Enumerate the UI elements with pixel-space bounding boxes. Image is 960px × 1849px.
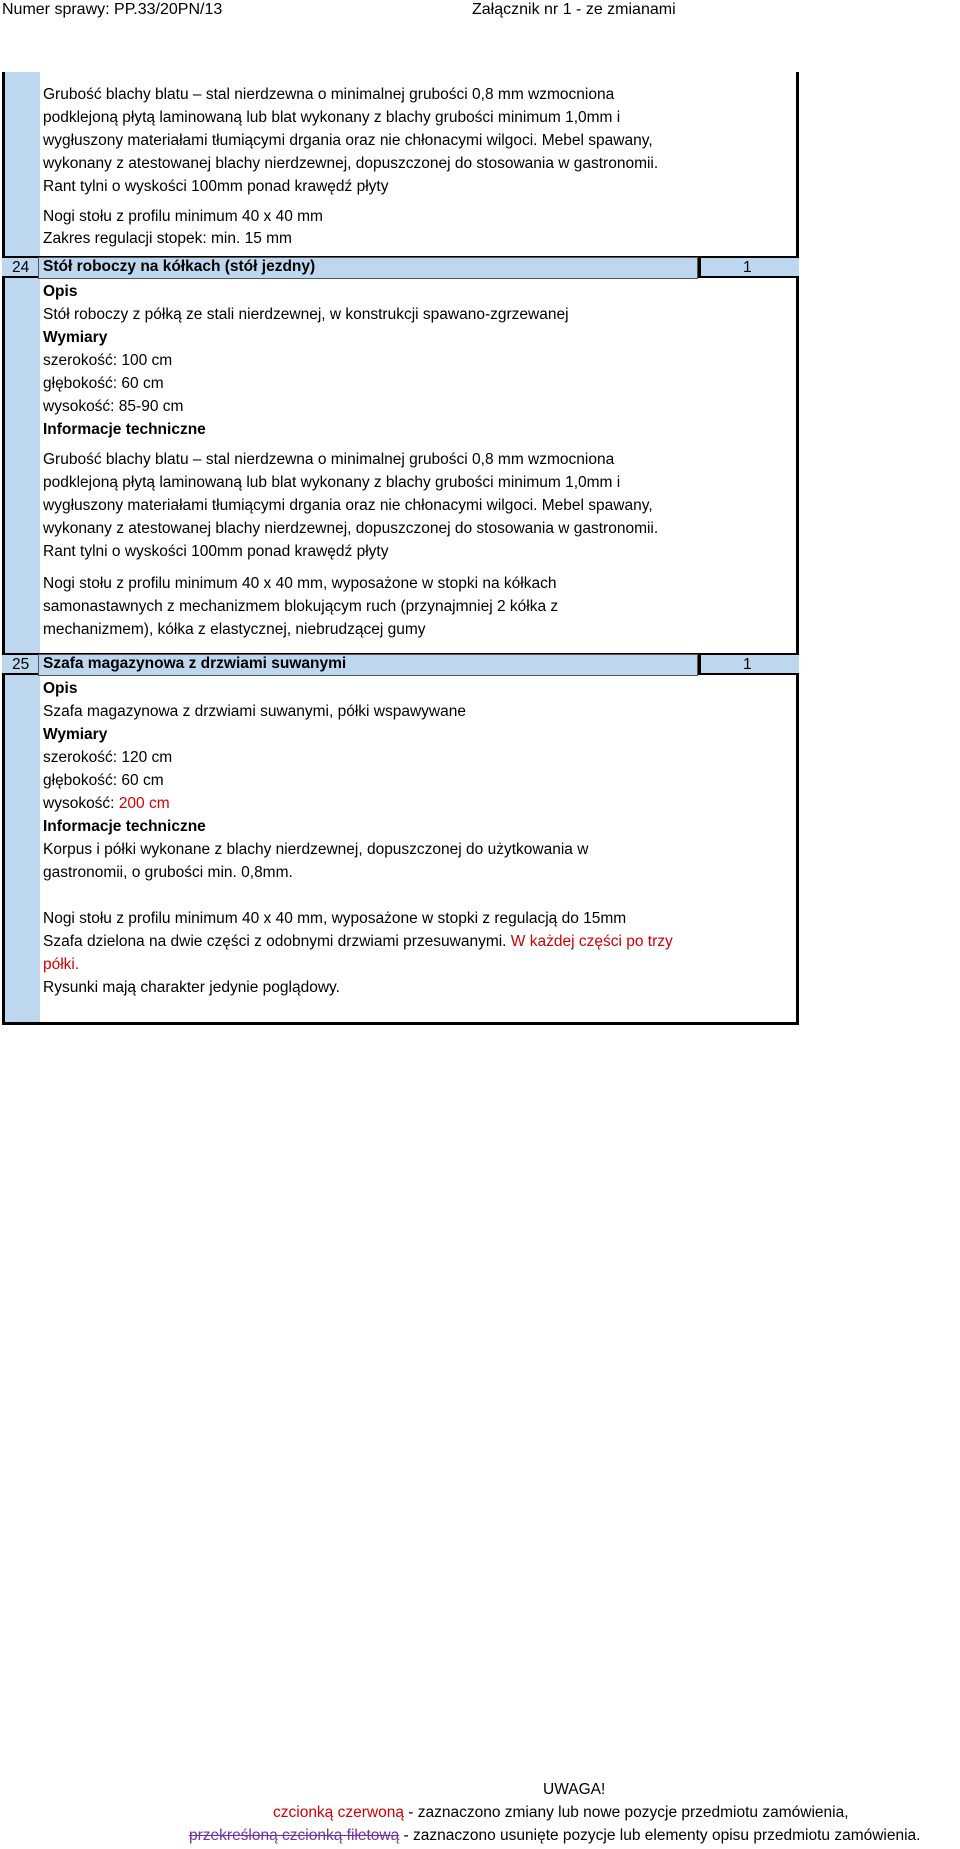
item-row-25 [2,653,799,675]
section-label-wymiary: Wymiary [43,726,108,743]
info-line: Grubość blachy blatu – stal nierdzewna o minimalnej grubości 0,8 mm wzmocniona [43,451,615,468]
section-label-info: Informacje techniczne [43,818,206,835]
item-title: Szafa magazynowa z drzwiami suwanymi [38,654,698,676]
item-row-24 [2,256,799,278]
height-changed-value: 200 cm [118,795,170,812]
legs-line: mechanizmem), kółka z elastycznej, niebrudzącej gumy [43,621,426,638]
info-line: wykonany z atestowanej blachy nierdzewnej, dopuszczonej do stosowania w gastronomii. [43,520,659,537]
legs-line: samonastawnych z mechanizmem blokującym ruch (przynajmniej 2 kółka z [43,598,559,615]
section-label-opis: Opis [43,680,78,697]
drawings-note: Rysunki mają charakter jedynie poglądowy. [43,979,340,996]
item-description: Szafa magazynowa z drzwiami suwanymi, półki wspawywane [43,703,466,720]
continued-line: Nogi stołu z profilu minimum 40 x 40 mm [43,208,323,225]
continued-line: wykonany z atestowanej blachy nierdzewnej, dopuszczonej do stosowania w gastronomii. [43,155,659,172]
strike-font-description: - zaznaczono usunięte pozycje lub elementy opisu przedmiotu zamówienia. [399,1827,921,1844]
footer-legend-strike [189,1824,920,1847]
info-line: wygłuszony materiałami tłumiącymi drgania oraz nie chłonacymi wilgoci. Mebel spawany, [43,497,653,514]
section-label-wymiary: Wymiary [43,329,108,346]
table-right-border [796,72,799,1025]
footer-warning: UWAGA! [543,1781,606,1798]
section-label-info: Informacje techniczne [43,421,206,438]
item-description: Stół roboczy z półką ze stali nierdzewnej, w konstrukcji spawano-zgrzewanej [43,306,569,323]
case-number: Numer sprawy: PP.33/20PN/13 [2,1,223,18]
strike-font-label: przekreśloną czcionką fiłetową [189,1827,400,1844]
footer-legend-red [273,1801,849,1824]
number-column-fill [5,72,40,1022]
dimension-depth: głębokość: 60 cm [43,772,164,789]
split-changed-text: W każdej części po trzy [510,933,673,950]
dimension-height: wysokość: 85-90 cm [43,398,184,415]
legs-line: Nogi stołu z profilu minimum 40 x 40 mm, wyposażone w stopki na kółkach [43,575,557,592]
info-line: Korpus i półki wykonane z blachy nierdzewnej, dopuszczonej do użytkowania w [43,841,589,858]
info-line: podklejoną płytą laminowaną lub blat wykonany z blachy grubości minimum 1,0mm i [43,474,621,491]
height-label: wysokość: [43,795,119,812]
continued-line: Zakres regulacji stopek: min. 15 mm [43,230,292,247]
item-quantity: 1 [743,259,752,276]
red-font-description: - zaznaczono zmiany lub nowe pozycje przedmiotu zamówienia, [403,1804,849,1821]
info-line: gastronomii, o grubości min. 0,8mm. [43,864,293,881]
item-quantity: 1 [743,656,752,673]
split-line [43,930,673,953]
continued-line: Grubość blachy blatu – stal nierdzewna o minimalnej grubości 0,8 mm wzmocniona [43,86,615,103]
continued-line: podklejoną płytą laminowaną lub blat wykonany z blachy grubości minimum 1,0mm i [43,109,621,126]
dimension-height [43,792,170,815]
split-text: Szafa dzielona na dwie części z odobnymi drzwiami przesuwanymi. [43,933,511,950]
item-number: 25 [12,656,30,673]
section-label-opis: Opis [43,283,78,300]
column-separator [698,653,701,675]
red-font-label: czcionką czerwoną [273,1804,404,1821]
dimension-width: szerokość: 100 cm [43,352,173,369]
dimension-width: szerokość: 120 cm [43,749,173,766]
split-changed-text-cont: półki. [43,956,80,973]
column-separator [698,256,701,278]
table-bottom-border [2,1022,799,1025]
continued-line: wygłuszony materiałami tłumiącymi drgania oraz nie chłonacymi wilgoci. Mebel spawany, [43,132,653,149]
specification-table [2,72,799,1025]
continued-line: Rant tylni o wyskości 100mm ponad krawędź płyty [43,178,389,195]
item-number: 24 [12,259,30,276]
info-line: Rant tylni o wyskości 100mm ponad krawędź płyty [43,543,389,560]
table-left-border [2,72,5,1025]
dimension-depth: głębokość: 60 cm [43,375,164,392]
annex-title: Załącznik nr 1 - ze zmianami [472,1,676,18]
item-title: Stół roboczy na kółkach (stół jezdny) [38,257,698,279]
legs-line: Nogi stołu z profilu minimum 40 x 40 mm, wyposażone w stopki z regulacją do 15mm [43,910,627,927]
